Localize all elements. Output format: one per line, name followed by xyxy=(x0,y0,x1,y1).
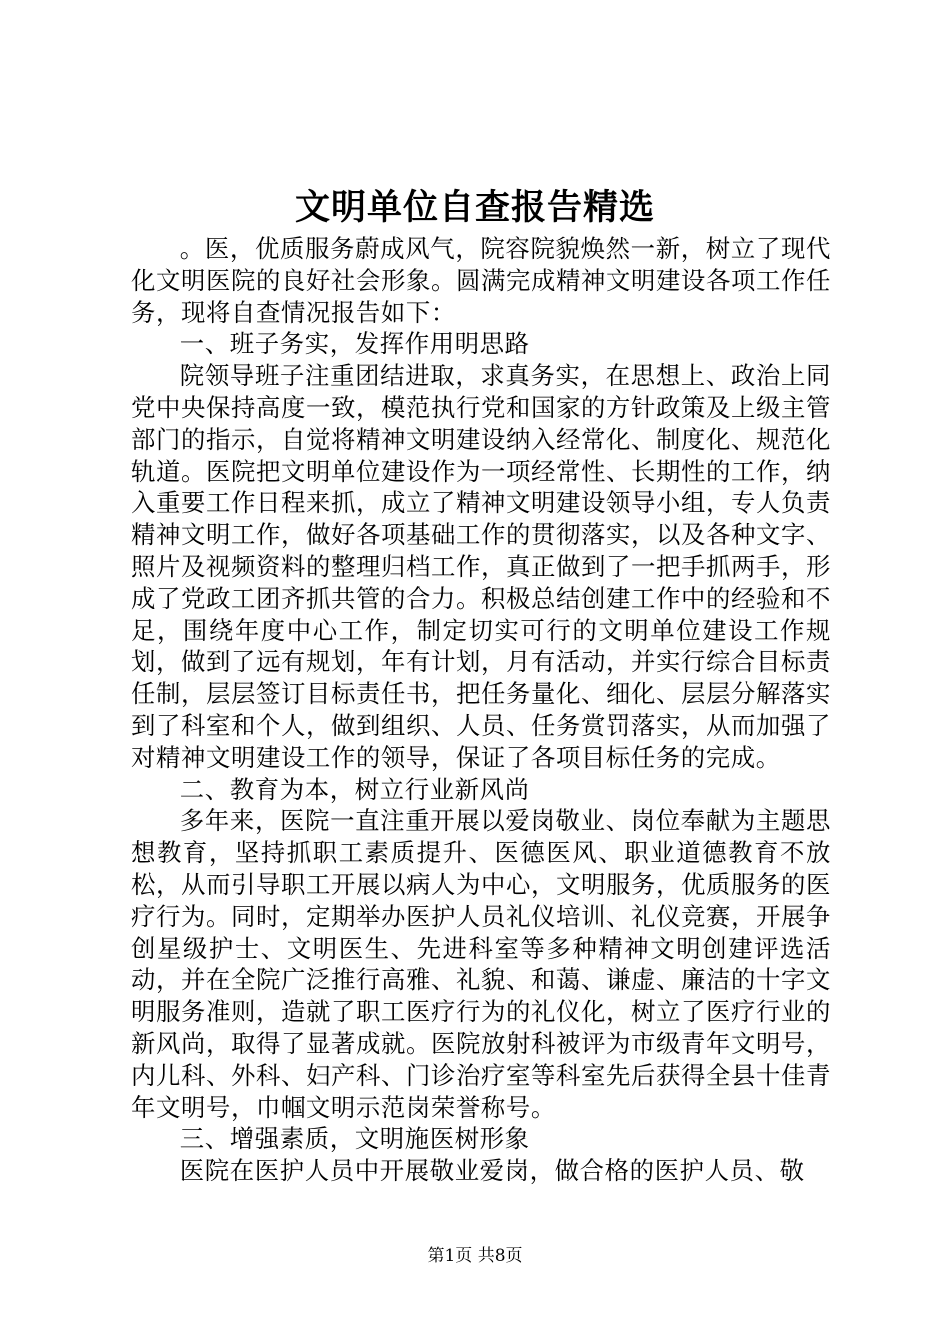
document-body xyxy=(131,233,831,1187)
document-title: 文明单位自查报告精选 xyxy=(294,187,655,228)
page-footer: 第1页 共8页 xyxy=(427,1246,523,1266)
section-paragraph-1: 院领导班子注重团结进取，求真务实，在思想上、政治上同党中央保持高度一致，模范执行党和国家的方针政策及上级主管部门的指示，自觉将精神文明建设纳入经常化、制度化、规范化轨道。医院把文明单位建设作为一项经常性、长期性的工作，纳入重要工作日程来抓，成立了精神文明建设领导小组，专人负责精神文明工作，做好各项基础工作的贯彻落实，以及各种文字、照片及视频资料的整理归档工作，真正做到了一把手抓两手，形成了党政工团齐抓共管的合力。积极总结创建工作中的经验和不足，围绕年度中心工作，制定切实可行的文明单位建设工作规划，做到了远有规划，年有计划，月有活动，并实行综合目标责任制，层层签订目标责任书，把任务量化、细化、层层分解落实到了科室和个人，做到组织、人员、任务赏罚落实，从而加强了对精神文明建设工作的领导，保证了各项目标任务的完成。 xyxy=(131,361,831,772)
section-heading-2: 二、教育为本，树立行业新风尚 xyxy=(179,774,530,804)
intro-paragraph: 。医，优质服务蔚成风气，院容院貌焕然一新，树立了现代化文明医院的良好社会形象。圆满完成精神文明建设各项工作任务，现将自查情况报告如下： xyxy=(131,234,831,327)
section-heading-3: 三、增强素质，文明施医树形象 xyxy=(179,1124,530,1154)
section-paragraph-2: 多年来，医院一直注重开展以爱岗敬业、岗位奉献为主题思想教育，坚持抓职工素质提升、医德医风、职业道德教育不放松，从而引导职工开展以病人为中心，文明服务，优质服务的医疗行为。同时，定期举办医护人员礼仪培训、礼仪竞赛，开展争创星级护士、文明医生、先进科室等多种精神文明创建评选活动，并在全院广泛推行高雅、礼貌、和蔼、谦虚、廉洁的十字文明服务准则，造就了职工医疗行为的礼仪化，树立了医疗行业的新风尚，取得了显著成就。医院放射科被评为市级青年文明号，内儿科、外科、妇产科、门诊治疗室等科室先后获得全县十佳青年文明号，巾帼文明示范岗荣誉称号。 xyxy=(131,806,831,1122)
section-heading-1: 一、班子务实，发挥作用明思路 xyxy=(179,329,530,359)
section-paragraph-3: 医院在医护人员中开展敬业爱岗，做合格的医护人员、敬 xyxy=(179,1156,805,1186)
